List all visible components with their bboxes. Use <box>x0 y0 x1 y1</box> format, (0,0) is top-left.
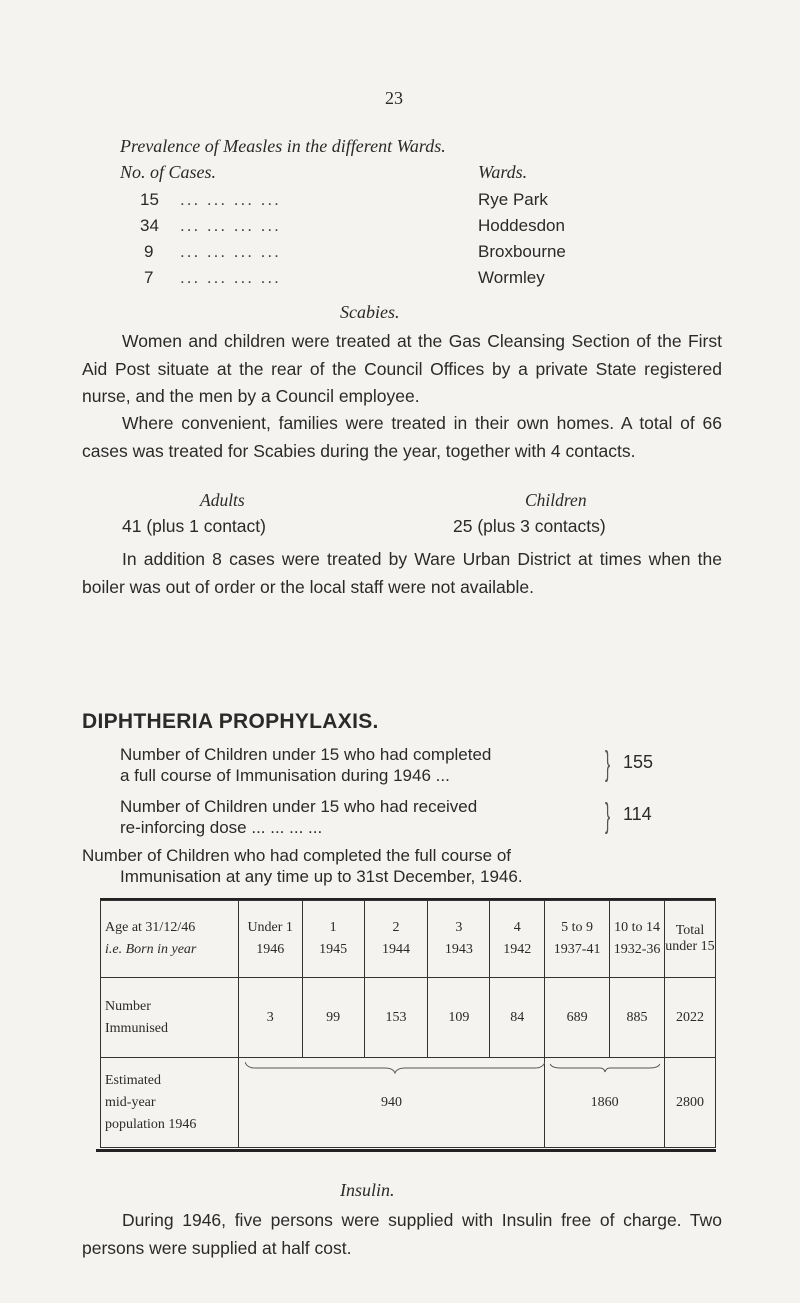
population-value: 1860 <box>590 1094 619 1110</box>
age-text: 4 <box>513 920 521 935</box>
age-text: 1 <box>329 920 337 935</box>
adults-label: Adults <box>200 490 245 510</box>
label-text: mid-year <box>105 1094 156 1110</box>
table-bottom-rule <box>96 1149 716 1152</box>
scabies-title: Scabies. <box>340 302 400 322</box>
paragraph-text: Where convenient, families were treated in their own homes. A total of 66 cases was treated for Scabies during the year, together with 4 contacts. <box>82 413 722 461</box>
wards-column-heading: Wards. <box>478 162 528 182</box>
immunised-cell: 689 <box>545 978 610 1058</box>
population-label-cell <box>101 1058 239 1148</box>
age-column-header <box>610 901 665 978</box>
age-header-cell <box>101 901 239 978</box>
age-column-header <box>302 901 364 978</box>
year-text: 1945 <box>319 942 348 957</box>
completed-course-line-2: a full course of Immunisation during 1946 ... <box>120 766 450 785</box>
case-count: 7 <box>144 268 154 287</box>
insulin-paragraph <box>82 1207 722 1262</box>
age-column-header <box>545 901 610 978</box>
immunised-row <box>101 978 716 1058</box>
ward-name: Rye Park <box>478 190 548 209</box>
reinforcing-value: 114 <box>623 804 652 824</box>
born-header-text: i.e. Born in year <box>105 942 197 957</box>
completed-course-line-1: Number of Children under 15 who had completed <box>120 745 492 764</box>
leader-dots: ... ... ... ... <box>180 216 281 235</box>
label-text: Number <box>105 998 151 1014</box>
immunisation-table <box>100 900 716 1148</box>
full-course-line-2: Immunisation at any time up to 31st December, 1946. <box>120 867 523 886</box>
population-row <box>101 1058 716 1148</box>
immunised-label-cell <box>101 978 239 1058</box>
ward-name: Wormley <box>478 268 545 287</box>
leader-dots: ... ... ... ... <box>180 190 281 209</box>
children-value: 25 (plus 3 contacts) <box>453 516 606 536</box>
label-text: Estimated <box>105 1072 161 1088</box>
completed-course-value: 155 <box>623 752 654 772</box>
reinforcing-line-1: Number of Children under 15 who had received <box>120 797 478 816</box>
age-column-header <box>490 901 545 978</box>
year-text: 1944 <box>381 942 410 957</box>
immunisation-table-region <box>0 80 800 1180</box>
case-count: 34 <box>140 216 159 235</box>
reinforcing-line-2: re-inforcing dose ... ... ... ... <box>120 818 323 837</box>
year-text: 1943 <box>444 942 473 957</box>
brace: } <box>605 745 611 783</box>
immunised-cell: 109 <box>428 978 490 1058</box>
population-value: 940 <box>380 1094 402 1110</box>
paragraph-text: In addition 8 cases were treated by Ware Urban District at times when the boiler was out of order or the local staff were not available. <box>82 549 722 597</box>
age-text: 3 <box>455 920 463 935</box>
measles-title: Prevalence of Measles in the different Wards. <box>120 136 446 156</box>
grouping-brace <box>550 1060 660 1074</box>
age-text: Under 1 <box>247 920 293 935</box>
year-text: 1946 <box>256 942 285 957</box>
immunised-cell: 153 <box>364 978 428 1058</box>
year-text: 1942 <box>503 942 532 957</box>
diphtheria-title: DIPHTHERIA PROPHYLAXIS. <box>82 710 379 733</box>
brace: } <box>605 797 611 835</box>
leader-dots: ... ... ... ... <box>180 268 281 287</box>
label-text: population 1946 <box>105 1116 197 1132</box>
year-text: 1937-41 <box>553 942 601 957</box>
age-header-text: Age at 31/12/46 <box>105 920 196 935</box>
adults-value: 41 (plus 1 contact) <box>122 516 266 536</box>
age-text: 10 to 14 <box>614 920 660 935</box>
age-text: 5 to 9 <box>561 920 594 935</box>
paragraph-text: Women and children were treated at the Gas Cleansing Section of the First Aid Post situate at the rear of the Council Offices by a private State registered nurse, and the men by a Council employee. <box>82 331 722 406</box>
cases-column-heading: No. of Cases. <box>120 162 217 182</box>
case-count: 9 <box>144 242 154 261</box>
immunised-cell: 3 <box>238 978 302 1058</box>
children-label: Children <box>525 490 587 510</box>
age-column-header <box>238 901 302 978</box>
total-header-cell: Total under 15 <box>664 901 715 978</box>
age-column-header <box>428 901 490 978</box>
insulin-title: Insulin. <box>340 1180 395 1200</box>
immunised-cell: 84 <box>490 978 545 1058</box>
population-under-5-cell <box>238 1058 544 1148</box>
table-header-row <box>101 901 716 978</box>
age-column-header <box>364 901 428 978</box>
full-course-line-1: Number of Children who had completed the full course of <box>82 846 512 865</box>
ward-name: Broxbourne <box>478 242 566 261</box>
immunised-cell: 99 <box>302 978 364 1058</box>
page-number: 23 <box>385 88 403 108</box>
population-total-cell: 2800 <box>664 1058 715 1148</box>
leader-dots: ... ... ... ... <box>180 242 281 261</box>
immunised-total-cell: 2022 <box>664 978 715 1058</box>
case-count: 15 <box>140 190 159 209</box>
year-text: 1932-36 <box>613 942 661 957</box>
population-5-to-14-cell <box>545 1058 665 1148</box>
grouping-brace <box>245 1060 545 1074</box>
age-text: 2 <box>392 920 400 935</box>
paragraph-text: During 1946, five persons were supplied with Insulin free of charge. Two persons were supplied at half cost. <box>82 1210 722 1258</box>
ward-name: Hoddesdon <box>478 216 565 235</box>
immunised-cell: 885 <box>610 978 665 1058</box>
label-text: Immunised <box>105 1020 168 1036</box>
